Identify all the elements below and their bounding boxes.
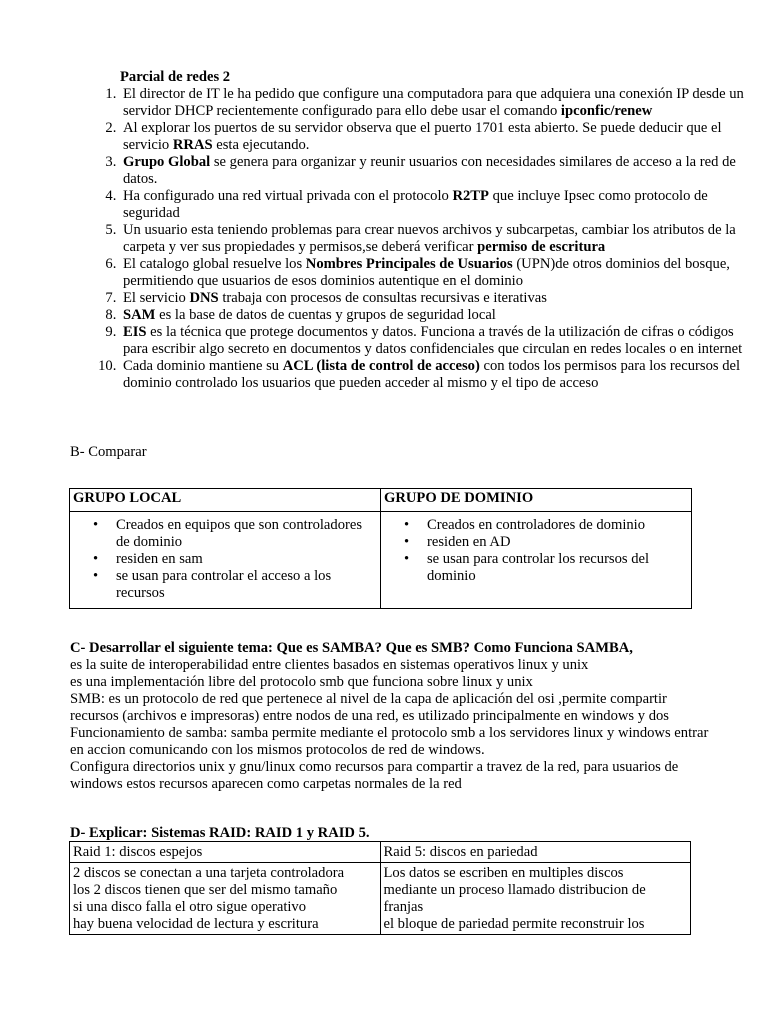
samba-section <box>70 640 710 793</box>
question-answer: ipconfic/renew <box>560 103 653 119</box>
compare-list-item: • Creados en controladores de dominio <box>427 517 683 534</box>
compare-col1-header: GRUPO LOCAL <box>70 489 381 512</box>
question-item <box>120 188 745 222</box>
question-answer: Nombres Principales de Usuarios <box>305 256 513 272</box>
compare-col1-cell <box>70 512 381 609</box>
raid-header-row <box>70 842 691 863</box>
raid-col1-cell <box>70 863 381 935</box>
question-text: Al explorar los puertos de su servidor observa que el puerto 1701 esta abierto. Se puede deducir que el servicio <box>123 120 722 153</box>
raid-col2-cell <box>380 863 691 935</box>
raid-body-row <box>70 863 691 935</box>
compare-col2-header: GRUPO DE DOMINIO <box>381 489 692 512</box>
question-text-after: (UPN)de otros dominios del bosque, permitiendo que usuarios de esos dominios autentique en el dominio <box>123 256 730 289</box>
question-text-after: es la base de datos de cuentas y grupos de seguridad local <box>155 307 496 323</box>
question-answer: Grupo Global <box>123 154 211 170</box>
compare-list-item: • se usan para controlar los recursos del dominio <box>427 551 683 585</box>
raid-line: Los datos se escriben en multiples discos <box>383 865 624 881</box>
question-text-after: se genera para organizar y reunir usuarios con necesidades similares de acceso a la red de datos. <box>123 154 736 187</box>
compare-table <box>69 488 692 609</box>
question-item <box>120 86 745 120</box>
compare-col2-cell <box>381 512 692 609</box>
question-answer: ACL (lista de control de acceso) <box>282 358 480 374</box>
question-item <box>120 307 745 324</box>
samba-body <box>70 657 710 793</box>
question-item <box>120 324 745 358</box>
raid-col2-header: Raid 5: discos en pariedad <box>380 842 691 863</box>
question-text: Un usuario esta teniendo problemas para crear nuevos archivos y subcarpetas, cambiar los atributos de la carpeta y ver sus propiedades y permisos,se deberá verificar <box>123 222 736 255</box>
samba-line: SMB: es un protocolo de red que pertenece al nivel de la capa de aplicación del osi ,permite compartir recursos (archivos e impresoras) entre nodos de una red, es utilizado principalmente en windows y dos <box>70 691 669 724</box>
question-item <box>120 358 745 392</box>
compare-list-item: • se usan para controlar el acceso a los recursos <box>116 568 372 602</box>
raid-line: franjas <box>383 899 424 915</box>
question-item <box>120 154 745 188</box>
question-answer: permiso de escritura <box>477 239 606 255</box>
raid-line: el bloque de pariedad permite reconstruir los <box>383 916 645 932</box>
raid-line: hay buena velocidad de lectura y escritura <box>73 916 319 932</box>
question-text-after: con todos los permisos para los recursos del dominio controlado los usuarios que pueden acceder al mismo y el tipo de acceso <box>123 358 741 391</box>
compare-header-row <box>70 489 692 512</box>
question-answer: R2TP <box>452 188 489 204</box>
raid-col1-header: Raid 1: discos espejos <box>70 842 381 863</box>
question-item <box>120 222 745 256</box>
compare-col1-list <box>70 517 380 602</box>
compare-col2-list <box>381 517 691 585</box>
question-answer: RRAS <box>172 137 213 153</box>
raid-line: mediante un proceso llamado distribucion de <box>383 882 646 898</box>
raid-line: 2 discos se conectan a una tarjeta controladora <box>73 865 345 881</box>
samba-heading: C- Desarrollar el siguiente tema: Que es SAMBA? Que es SMB? Como Funciona SAMBA, <box>70 640 633 656</box>
compare-body-row <box>70 512 692 609</box>
questions-list <box>70 86 745 392</box>
samba-line: es una implementación libre del protocolo smb que funciona sobre linux y unix <box>70 674 533 690</box>
question-answer: DNS <box>189 290 219 306</box>
question-item <box>120 120 745 154</box>
question-text: El servicio <box>123 290 190 306</box>
question-answer: EIS <box>123 324 147 340</box>
question-item <box>120 256 745 290</box>
compare-list-item: • residen en sam <box>116 551 372 568</box>
question-text: El catalogo global resuelve los <box>123 256 306 272</box>
question-text-after: es la técnica que protege documentos y datos. Funciona a través de la utilización de cifras o códigos para escribir algo secreto en documentos y datos confidenciales que circulan en redes locales o en internet <box>123 324 743 357</box>
raid-heading: D- Explicar: Sistemas RAID: RAID 1 y RAID 5. <box>70 825 370 841</box>
question-text-after: que incluye Ipsec como protocolo de seguridad <box>123 188 708 221</box>
question-answer: SAM <box>123 307 156 323</box>
question-text: El director de IT le ha pedido que configure una computadora para que adquiera una conexión IP desde un servidor DHCP recientemente configurado para ello debe usar el comando <box>123 86 744 119</box>
raid-table <box>69 841 691 935</box>
question-item <box>120 290 745 307</box>
document-title: Parcial de redes 2 <box>120 69 231 85</box>
raid-line: los 2 discos tienen que ser del mismo tamaño <box>73 882 338 898</box>
question-text: Cada dominio mantiene su <box>123 358 283 374</box>
compare-heading: B- Comparar <box>70 444 147 460</box>
samba-line: es la suite de interoperabilidad entre clientes basados en sistemas operativos linux y unix <box>70 657 589 673</box>
question-text-after: esta ejecutando. <box>212 137 310 153</box>
raid-line: si una disco falla el otro sigue operativo <box>73 899 307 915</box>
samba-line: Configura directorios unix y gnu/linux como recursos para compartir a travez de la red, para usuarios de windows estos recursos aparecen como carpetas normales de la red <box>70 759 679 792</box>
question-text: Ha configurado una red virtual privada con el protocolo <box>123 188 453 204</box>
samba-line: Funcionamiento de samba: samba permite mediante el protocolo smb a los servidores linux y windows entrar en accion comunicando con los mismos protocolos de red de windows. <box>70 725 709 758</box>
compare-list-item: • residen en AD <box>427 534 683 551</box>
question-text-after: trabaja con procesos de consultas recursivas e iterativas <box>218 290 547 306</box>
compare-list-item: • Creados en equipos que son controladores de dominio <box>116 517 372 551</box>
